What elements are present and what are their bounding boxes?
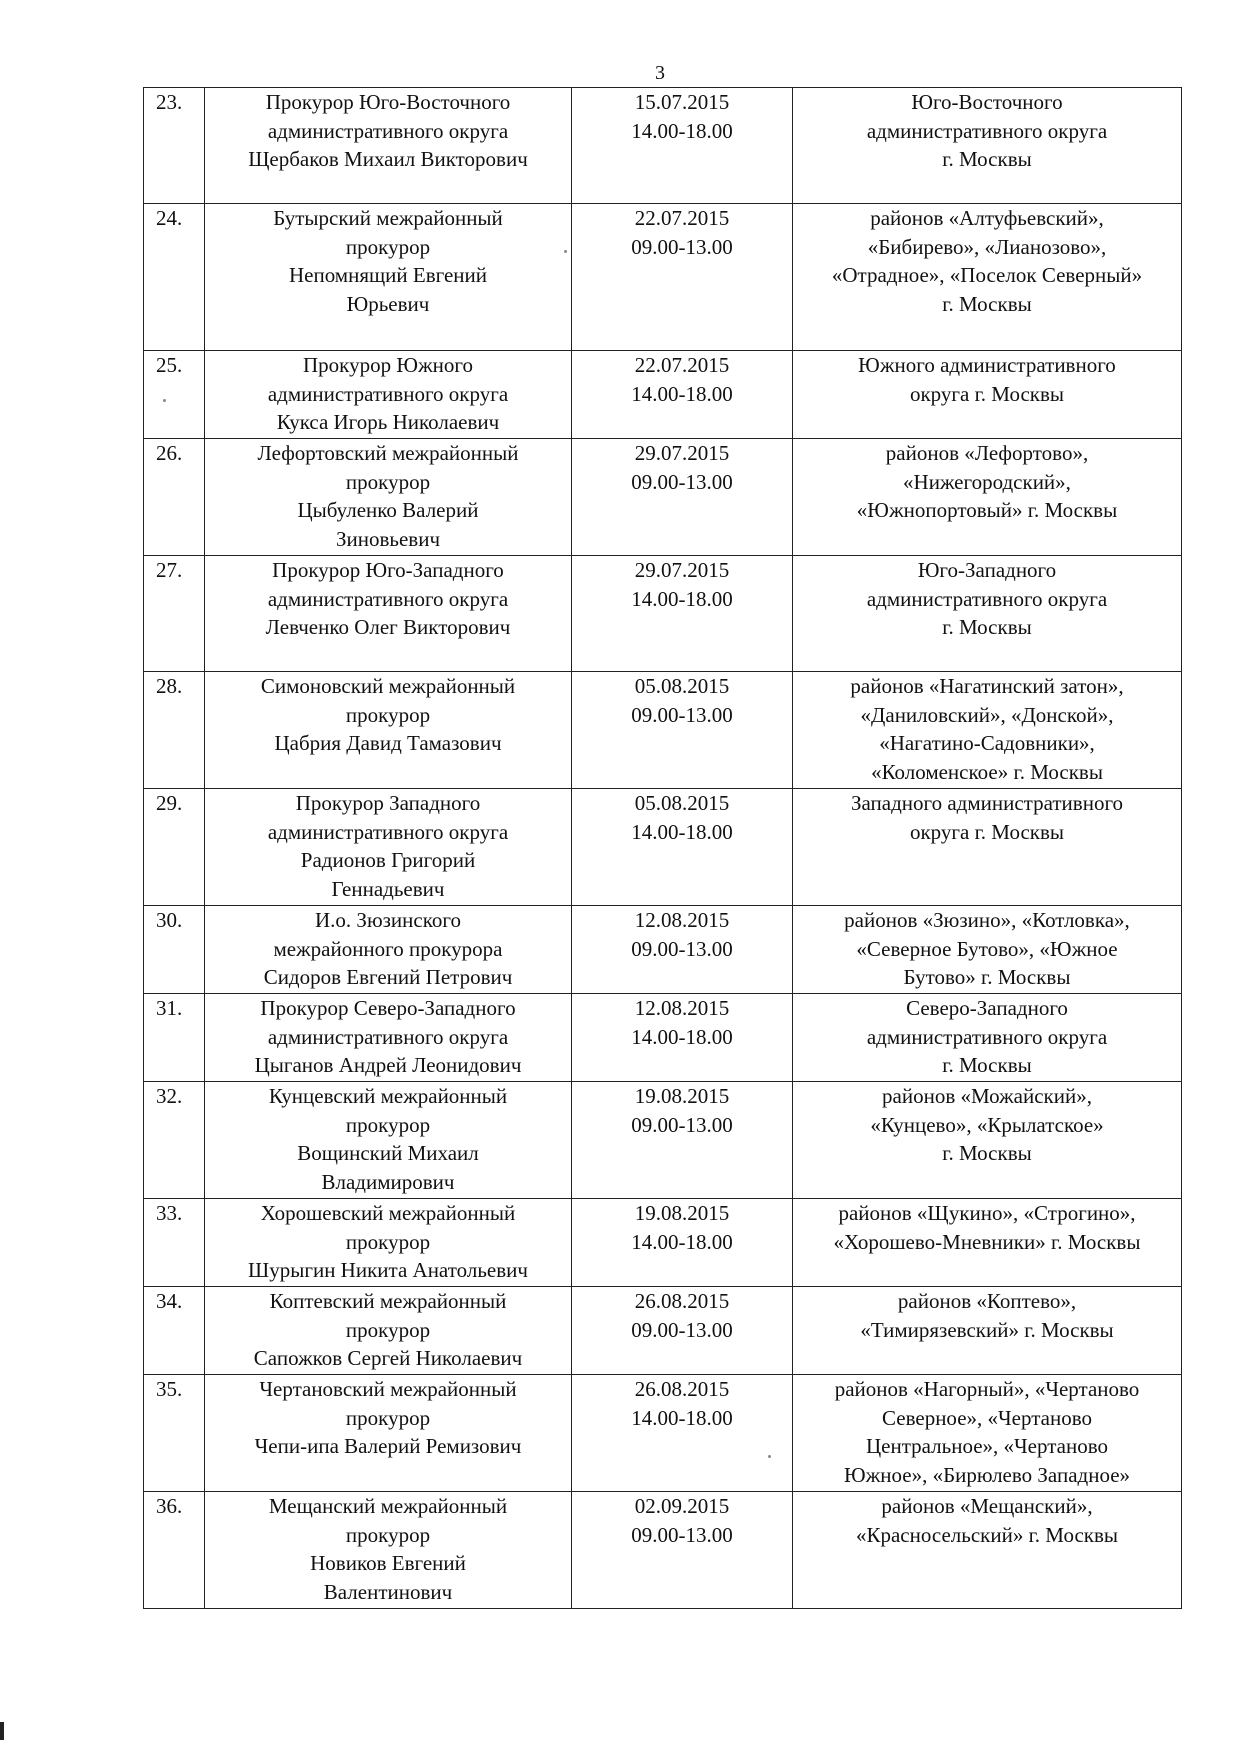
- area-line: «Отрадное», «Поселок Северный»: [831, 263, 1143, 287]
- area-cell: [793, 88, 1182, 204]
- table-row: [144, 994, 1182, 1082]
- official-line: Щербаков Михаил Викторович: [248, 147, 528, 171]
- area-line: Южное», «Бирюлево Западное»: [843, 1462, 1131, 1487]
- table-row: [144, 204, 1182, 351]
- area-line: Бутово» г. Москвы: [903, 965, 1071, 989]
- official-line: Сидоров Евгений Петрович: [263, 965, 513, 989]
- datetime-line: 09.00-13.00: [631, 1522, 733, 1547]
- official-line: прокурор: [345, 1317, 431, 1342]
- official-line: Чепи-ипа Валерий Ремизович: [254, 1434, 522, 1458]
- page-number: 3: [655, 62, 665, 84]
- area-line: районов «Мещанский»,: [881, 1494, 1093, 1518]
- datetime-line: 09.00-13.00: [631, 469, 733, 494]
- official-line: Бутырский межрайонный: [273, 206, 503, 230]
- datetime-line: 09.00-13.00: [631, 702, 733, 727]
- official-line: прокурор: [345, 1112, 431, 1137]
- area-line: районов «Нагорный», «Чертаново: [834, 1377, 1140, 1401]
- table-row: [144, 1287, 1182, 1375]
- datetime-cell: [572, 556, 793, 672]
- area-line: Юго-Западного: [917, 558, 1057, 582]
- area-line: районов «Лефортово»,: [885, 441, 1089, 465]
- official-line: Цабрия Давид Тамазович: [274, 731, 502, 755]
- datetime-cell: [572, 1199, 793, 1287]
- official-line: административного округа: [267, 118, 509, 143]
- area-line: округа г. Москвы: [909, 819, 1065, 844]
- official-cell: [205, 789, 572, 906]
- official-cell: [205, 994, 572, 1082]
- area-line: районов «Щукино», «Строгино»,: [838, 1201, 1136, 1225]
- official-line: прокурор: [345, 1229, 431, 1254]
- row-number: 32.: [144, 1082, 205, 1199]
- official-cell: [205, 1287, 572, 1375]
- official-line: административного округа: [267, 819, 509, 844]
- area-cell: [793, 556, 1182, 672]
- row-number: 23.: [144, 88, 205, 204]
- official-line: Геннадьевич: [331, 876, 445, 901]
- table-row: [144, 439, 1182, 556]
- area-line: г. Москвы: [942, 1053, 1032, 1077]
- datetime-cell: [572, 994, 793, 1082]
- datetime-line: 09.00-13.00: [631, 1112, 733, 1137]
- official-line: Коптевский межрайонный: [269, 1289, 507, 1313]
- datetime-cell: [572, 439, 793, 556]
- datetime-line: 02.09.2015: [634, 1494, 730, 1518]
- area-line: административного округа: [866, 586, 1108, 611]
- datetime-line: 09.00-13.00: [631, 234, 733, 259]
- area-line: Северное», «Чертаново: [882, 1405, 1092, 1430]
- datetime-line: 19.08.2015: [634, 1084, 730, 1108]
- datetime-cell: [572, 906, 793, 994]
- official-line: И.о. Зюзинского: [315, 908, 461, 932]
- datetime-cell: [572, 1492, 793, 1609]
- row-number: 25.: [144, 351, 205, 439]
- area-line: административного округа: [866, 1024, 1108, 1049]
- scan-speck: [163, 399, 166, 402]
- datetime-cell: [572, 88, 793, 204]
- official-line: межрайонного прокурора: [273, 936, 503, 961]
- row-number: 33.: [144, 1199, 205, 1287]
- reception-schedule-table: [143, 87, 1182, 1609]
- area-line: «Южнопортовый» г. Москвы: [856, 498, 1118, 522]
- area-cell: [793, 204, 1182, 351]
- area-line: Юго-Восточного: [911, 90, 1063, 114]
- area-cell: [793, 1199, 1182, 1287]
- datetime-cell: [572, 1375, 793, 1492]
- schedule-body: [144, 88, 1182, 1609]
- official-cell: [205, 1375, 572, 1492]
- datetime-line: 12.08.2015: [634, 996, 730, 1020]
- row-number: 24.: [144, 204, 205, 351]
- datetime-line: 09.00-13.00: [631, 1317, 733, 1342]
- official-line: Валентинович: [323, 1579, 453, 1604]
- area-line: районов «Нагатинский затон»,: [850, 674, 1124, 698]
- datetime-line: 14.00-18.00: [631, 1229, 733, 1254]
- official-cell: [205, 556, 572, 672]
- official-line: Сапожков Сергей Николаевич: [253, 1346, 523, 1370]
- area-line: округа г. Москвы: [909, 381, 1065, 406]
- table-row: [144, 672, 1182, 789]
- area-line: районов «Коптево»,: [897, 1289, 1077, 1313]
- datetime-line: 05.08.2015: [634, 674, 730, 698]
- area-line: Южного административного: [858, 353, 1116, 377]
- official-cell: [205, 906, 572, 994]
- datetime-line: 14.00-18.00: [631, 1024, 733, 1049]
- official-line: Владимирович: [321, 1169, 455, 1194]
- official-line: Зиновьевич: [335, 526, 441, 551]
- area-line: г. Москвы: [942, 1141, 1032, 1165]
- datetime-line: 15.07.2015: [634, 90, 730, 114]
- area-line: «Бибирево», «Лианозово»,: [867, 234, 1107, 259]
- datetime-line: 14.00-18.00: [631, 381, 733, 406]
- datetime-cell: [572, 204, 793, 351]
- row-number: 26.: [144, 439, 205, 556]
- official-line: Чертановский межрайонный: [259, 1377, 517, 1401]
- datetime-line: 26.08.2015: [634, 1289, 730, 1313]
- official-line: Прокурор Северо-Западного: [260, 996, 516, 1020]
- official-line: Кукса Игорь Николаевич: [276, 410, 500, 434]
- official-line: Лефортовский межрайонный: [257, 441, 519, 465]
- area-cell: [793, 1287, 1182, 1375]
- official-cell: [205, 88, 572, 204]
- official-line: прокурор: [345, 1405, 431, 1430]
- area-cell: [793, 1492, 1182, 1609]
- area-line: «Нагатино-Садовники»,: [879, 731, 1095, 755]
- area-line: «Нижегородский»,: [903, 469, 1071, 494]
- row-number: 30.: [144, 906, 205, 994]
- official-line: Новиков Евгений: [310, 1551, 466, 1575]
- row-number: 31.: [144, 994, 205, 1082]
- datetime-cell: [572, 351, 793, 439]
- datetime-line: 14.00-18.00: [631, 1405, 733, 1430]
- scan-edge-mark: [0, 1722, 4, 1740]
- datetime-line: 09.00-13.00: [631, 936, 733, 961]
- official-line: прокурор: [345, 234, 431, 259]
- area-line: Западного административного: [850, 791, 1124, 815]
- area-line: Центральное», «Чертаново: [866, 1434, 1108, 1458]
- area-line: районов «Зюзино», «Котловка»,: [844, 908, 1130, 932]
- official-cell: [205, 1082, 572, 1199]
- official-cell: [205, 351, 572, 439]
- area-cell: [793, 789, 1182, 906]
- datetime-line: 29.07.2015: [634, 558, 730, 582]
- datetime-line: 14.00-18.00: [631, 586, 733, 611]
- official-line: Кунцевский межрайонный: [268, 1084, 508, 1108]
- official-line: административного округа: [267, 586, 509, 611]
- scan-speck: [564, 250, 567, 253]
- datetime-cell: [572, 789, 793, 906]
- area-cell: [793, 672, 1182, 789]
- table-row: [144, 1492, 1182, 1609]
- datetime-line: 12.08.2015: [634, 908, 730, 932]
- area-cell: [793, 1082, 1182, 1199]
- area-line: «Хорошево-Мневники» г. Москвы: [833, 1229, 1141, 1254]
- official-line: Вощинский Михаил: [297, 1141, 479, 1165]
- official-line: Юрьевич: [346, 291, 430, 316]
- official-line: Цыганов Андрей Леонидович: [254, 1053, 522, 1077]
- official-line: Хорошевский межрайонный: [260, 1201, 516, 1225]
- datetime-line: 29.07.2015: [634, 441, 730, 465]
- area-line: «Коломенское» г. Москвы: [871, 759, 1103, 784]
- official-line: Радионов Григорий: [300, 848, 476, 872]
- area-line: районов «Можайский»,: [882, 1084, 1092, 1108]
- official-cell: [205, 1492, 572, 1609]
- area-cell: [793, 994, 1182, 1082]
- row-number: 35.: [144, 1375, 205, 1492]
- area-line: Северо-Западного: [906, 996, 1068, 1020]
- table-row: [144, 88, 1182, 204]
- area-cell: [793, 906, 1182, 994]
- datetime-line: 19.08.2015: [634, 1201, 730, 1225]
- table-row: [144, 1375, 1182, 1492]
- table-row: [144, 556, 1182, 672]
- table-row: [144, 1199, 1182, 1287]
- official-cell: [205, 1199, 572, 1287]
- row-number: 34.: [144, 1287, 205, 1375]
- official-line: административного округа: [267, 1024, 509, 1049]
- area-line: г. Москвы: [942, 291, 1032, 316]
- area-line: «Кунцево», «Крылатское»: [870, 1112, 1104, 1137]
- datetime-cell: [572, 672, 793, 789]
- row-number: 28.: [144, 672, 205, 789]
- official-line: Левченко Олег Викторович: [265, 615, 511, 639]
- datetime-line: 26.08.2015: [634, 1377, 730, 1401]
- official-line: Цыбуленко Валерий: [297, 498, 479, 522]
- area-cell: [793, 351, 1182, 439]
- official-cell: [205, 672, 572, 789]
- official-line: Шурыгин Никита Анатольевич: [248, 1258, 528, 1282]
- official-line: Симоновский межрайонный: [260, 674, 516, 698]
- row-number: 27.: [144, 556, 205, 672]
- table-row: [144, 351, 1182, 439]
- datetime-line: 22.07.2015: [634, 353, 730, 377]
- area-line: районов «Алтуфьевский»,: [870, 206, 1104, 230]
- official-cell: [205, 204, 572, 351]
- official-line: прокурор: [345, 469, 431, 494]
- datetime-line: 14.00-18.00: [631, 819, 733, 844]
- datetime-line: 14.00-18.00: [631, 118, 733, 143]
- official-line: Мещанский межрайонный: [268, 1494, 508, 1518]
- area-line: «Северное Бутово», «Южное: [856, 936, 1118, 961]
- area-line: г. Москвы: [942, 147, 1032, 171]
- area-line: административного округа: [866, 118, 1108, 143]
- official-line: Непомнящий Евгений: [288, 263, 488, 287]
- official-line: административного округа: [267, 381, 509, 406]
- official-cell: [205, 439, 572, 556]
- datetime-cell: [572, 1287, 793, 1375]
- row-number: 29.: [144, 789, 205, 906]
- official-line: Прокурор Юго-Восточного: [265, 90, 511, 114]
- official-line: Прокурор Юго-Западного: [272, 558, 504, 582]
- datetime-line: 22.07.2015: [634, 206, 730, 230]
- area-line: «Даниловский», «Донской»,: [860, 702, 1114, 727]
- area-line: «Тимирязевский» г. Москвы: [860, 1317, 1114, 1342]
- table-row: [144, 1082, 1182, 1199]
- area-line: г. Москвы: [942, 615, 1032, 639]
- datetime-line: 05.08.2015: [634, 791, 730, 815]
- official-line: прокурор: [345, 702, 431, 727]
- official-line: Прокурор Западного: [295, 791, 481, 815]
- area-cell: [793, 1375, 1182, 1492]
- area-cell: [793, 439, 1182, 556]
- scan-speck: [768, 1455, 771, 1458]
- official-line: Прокурор Южного: [303, 353, 473, 377]
- datetime-cell: [572, 1082, 793, 1199]
- row-number: 36.: [144, 1492, 205, 1609]
- area-line: «Красносельский» г. Москвы: [855, 1522, 1119, 1547]
- table-row: [144, 906, 1182, 994]
- official-line: прокурор: [345, 1522, 431, 1547]
- table-row: [144, 789, 1182, 906]
